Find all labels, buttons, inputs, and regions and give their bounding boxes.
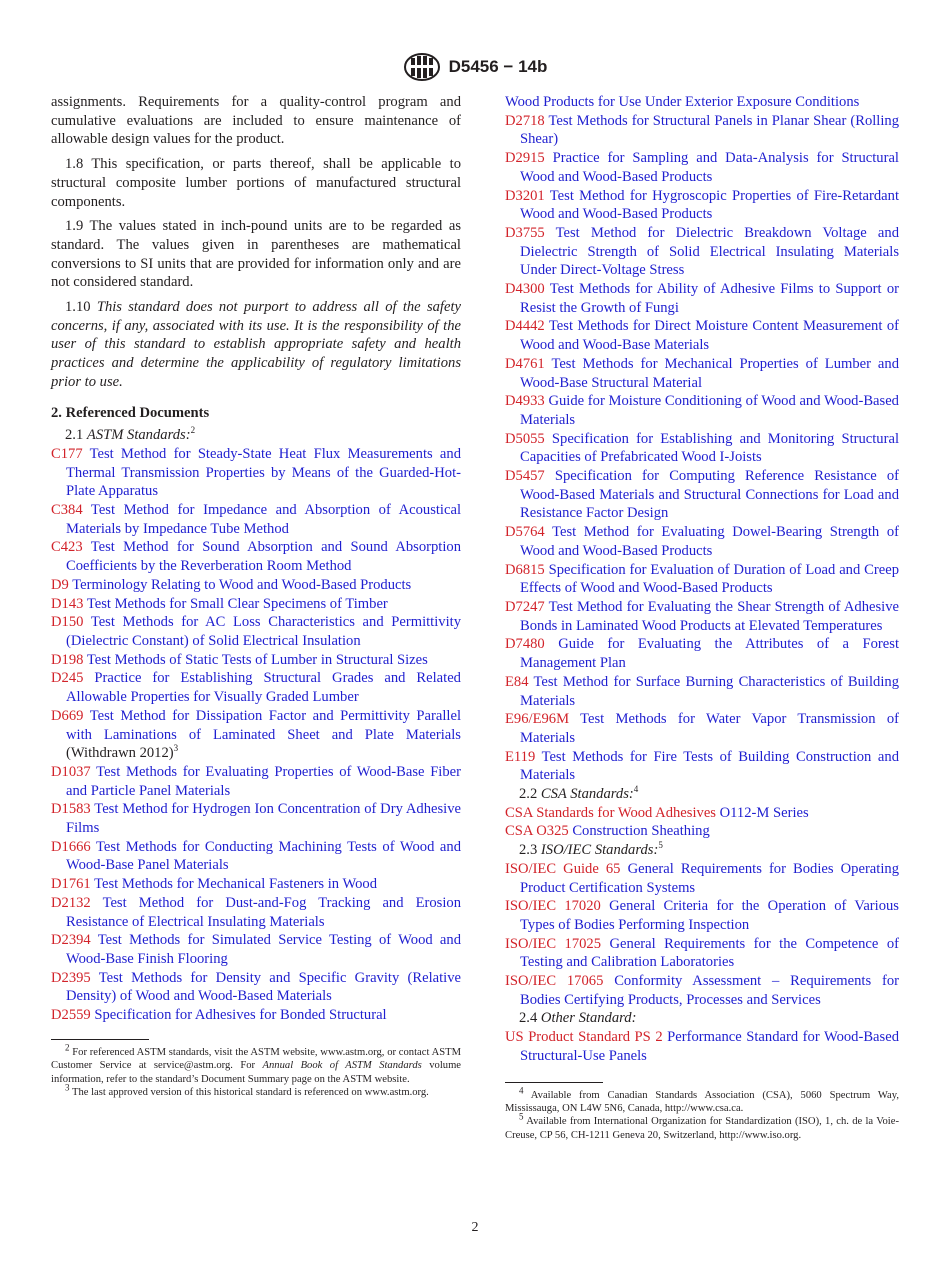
footnote-5: $^5$ Available from International Organization for Standardization (ISO), 1, ch. de la Voie-Creuse, CP 56, CH-1211 Geneva 20, Switzerland, http://www.iso.org. [505, 1111, 899, 1141]
reference-code: ISO/IEC 17020 [505, 898, 601, 915]
reference-link[interactable]: CSA Standards for Wood Adhesives O112-M Series [505, 804, 809, 821]
reference-code: E119 [505, 748, 536, 765]
left-column [51, 93, 461, 1099]
reference-link[interactable] [51, 669, 461, 706]
reference-link[interactable] [51, 595, 461, 614]
footnote-3: $^3$ The last approved version of this historical standard is referenced on www.astm.org. [65, 1082, 429, 1098]
astm-reference-list [51, 445, 461, 1025]
reference-link[interactable] [505, 635, 899, 672]
subsection-other-standard: 2.4 Other Standard: [519, 1010, 637, 1027]
reference-link[interactable] [51, 838, 461, 875]
reference-link[interactable] [505, 280, 899, 317]
reference-link[interactable] [505, 149, 899, 186]
reference-code: D1666 [51, 838, 91, 855]
reference-title: Test Methods for Evaluating Properties of Wood-Base Fiber and Particle Panel Materials [66, 763, 462, 799]
reference-code: ISO/IEC Guide 65 [505, 860, 621, 877]
reference-link[interactable] [505, 523, 899, 560]
astm-reference-list-continued [505, 112, 899, 785]
reference-title: Test Methods for Fire Tests of Building Construction and Materials [520, 748, 899, 784]
reference-link[interactable] [505, 561, 899, 598]
iso-reference-list [505, 860, 899, 1010]
reference-code: C177 [51, 445, 83, 462]
reference-link[interactable] [505, 673, 899, 710]
reference-code: D5764 [505, 524, 545, 541]
reference-code: D669 [51, 707, 84, 724]
reference-title: Test Methods for Mechanical Properties of Lumber and Wood-Base Structural Material [520, 355, 900, 391]
reference-title: Test Methods for AC Loss Characteristics and Permittivity (Dielectric Constant) of Solid Electrical Insulation [66, 614, 461, 649]
reference-code: D4442 [505, 318, 545, 335]
paragraph-1-10: 1.10 This standard does not purport to address all of the safety concerns, if any, associated with its use. It is the responsibility of the user of this standard to establish appropriate safety and health practices and determine the applicability of regulatory limitations prior to use. [51, 299, 461, 390]
reference-link[interactable]: US Product Standard PS 2 Performance Standard for Wood-Based Structural-Use Panels [505, 1029, 899, 1064]
reference-title: General Requirements for Bodies Operating Product Certification Systems [520, 860, 899, 896]
reference-code: D2915 [505, 150, 545, 167]
reference-link[interactable] [505, 392, 899, 429]
reference-title: Guide for Moisture Conditioning of Wood and Wood-Based Materials [520, 393, 899, 428]
footnote-marker: 3 [173, 743, 179, 754]
reference-code: D7480 [505, 636, 545, 653]
reference-title: Test Method for Impedance and Absorption of Acoustical Materials by Impedance Tube Method [66, 502, 461, 537]
reference-code: E84 [505, 673, 529, 690]
reference-code: D3201 [505, 187, 545, 204]
reference-title: Test Methods for Density and Specific Gravity (Relative Density) of Wood and Wood-Based Materials [66, 969, 461, 1005]
reference-title: Test Method for Hygroscopic Properties of Fire-Retardant Wood and Wood-Based Products [520, 187, 899, 223]
reference-code: ISO/IEC 17025 [505, 935, 602, 952]
reference-link[interactable] [505, 972, 899, 1009]
reference-code: D7247 [505, 598, 545, 615]
reference-code: D4300 [505, 281, 545, 298]
reference-code: D1761 [51, 876, 91, 893]
reference-title: Guide for Evaluating the Attributes of a Forest Management Plan [520, 636, 899, 672]
reference-link[interactable] [505, 598, 899, 635]
reference-link[interactable] [51, 707, 461, 763]
reference-link[interactable]: CSA O325 Construction Sheathing [505, 823, 710, 840]
reference-link[interactable] [505, 430, 899, 467]
reference-link[interactable] [51, 969, 461, 1006]
reference-code: D2395 [51, 969, 91, 986]
footnote-divider [51, 1039, 149, 1040]
right-column [505, 93, 899, 1142]
reference-code: D4933 [505, 393, 545, 410]
reference-code: D2559 [51, 1007, 91, 1024]
reference-link[interactable] [51, 613, 461, 650]
reference-title: Test Method for Dust-and-Fog Tracking and Erosion Resistance of Electrical Insulating Materials [66, 894, 461, 930]
reference-link[interactable] [51, 445, 461, 501]
reference-title: Terminology Relating to Wood and Wood-Based Products [72, 576, 412, 593]
reference-title: Practice for Establishing Structural Grades and Related Allowable Properties for Visually Graded Lumber [66, 670, 461, 706]
reference-link[interactable] [505, 224, 899, 280]
reference-code: D198 [51, 651, 84, 668]
page-header [0, 52, 950, 86]
subsection-astm-standards: 2.1 ASTM Standards:$^2$ [65, 425, 196, 444]
reference-title: Test Methods for Conducting Machining Tests of Wood and Wood-Base Panel Materials [66, 838, 461, 874]
reference-title: General Requirements for the Competence of Testing and Calibration Laboratories [520, 935, 899, 971]
reference-code: D4761 [505, 355, 545, 372]
reference-title: Test Method for Dielectric Breakdown Voltage and Dielectric Strength of Solid Electrical Insulating Materials Under Direct-Voltage Stress [520, 224, 899, 279]
reference-link[interactable] [505, 112, 899, 149]
reference-link[interactable] [51, 894, 461, 931]
reference-link[interactable] [51, 800, 461, 837]
reference-title: Test Method for Evaluating the Shear Strength of Adhesive Bonds in Laminated Wood Products at Elevated Temperatures [520, 598, 899, 634]
reference-title: Specification for Establishing and Monitoring Structural Capacities of Prefabricated Wood I-Joists [520, 430, 899, 466]
footnote-4: $^4$ Available from Canadian Standards Association (CSA), 5060 Spectrum Way, Mississauga, ON L4W 5N6, Canada, http://www.csa.ca. [505, 1085, 899, 1114]
reference-title: Test Method for Evaluating Dowel-Bearing Strength of Wood and Wood-Based Products [520, 524, 899, 559]
reference-title: Specification for Adhesives for Bonded Structural [94, 1007, 387, 1024]
reference-code: D3755 [505, 224, 545, 241]
reference-link[interactable] [505, 710, 899, 747]
reference-title: Specification for Evaluation of Duration of Load and Creep Effects of Wood and Wood-Based Products [520, 561, 899, 597]
reference-title: Test Methods for Direct Moisture Content Measurement of Wood and Wood-Base Materials [520, 318, 899, 354]
reference-title: Test Methods of Static Tests of Lumber in Structural Sizes [86, 651, 428, 668]
reference-title: Test Method for Steady-State Heat Flux Measurements and Thermal Transmission Properties by Means of the Guarded-Hot-Plate Apparatus [66, 445, 461, 500]
reference-link[interactable] [505, 935, 899, 972]
reference-code: D150 [51, 614, 84, 631]
reference-title: Test Methods for Ability of Adhesive Films to Support or Resist the Growth of Fungi [520, 281, 899, 316]
paragraph-1-8: 1.8 This specification, or parts thereof, shall be applicable to structural composite lumber portions of manufactured structural components. [51, 156, 461, 210]
reference-code: C423 [51, 539, 83, 556]
reference-code: D2718 [505, 112, 545, 129]
reference-link[interactable] [51, 931, 461, 968]
reference-link[interactable] [51, 576, 461, 595]
reference-code: D1037 [51, 763, 91, 780]
reference-title: Practice for Sampling and Data-Analysis for Structural Wood and Wood-Based Products [520, 150, 899, 185]
reference-title: Test Methods for Water Vapor Transmission of Materials [520, 711, 899, 746]
subsection-iso-iec-standards: 2.3 ISO/IEC Standards:$^5$ [519, 840, 663, 859]
reference-link[interactable] [51, 875, 461, 894]
reference-link[interactable] [505, 187, 899, 224]
reference-title: Specification for Computing Reference Resistance of Wood-Based Materials and Structural Connections for Load and Resistance Factor Design [520, 468, 899, 522]
reference-code: D2132 [51, 894, 91, 911]
reference-title: Test Method for Hydrogen Ion Concentration of Dry Adhesive Films [66, 801, 461, 837]
reference-link[interactable] [505, 317, 899, 354]
reference-link[interactable] [51, 763, 461, 800]
reference-title: Test Methods for Mechanical Fasteners in Wood [94, 876, 377, 893]
reference-code: D9 [51, 576, 69, 593]
reference-code: D2394 [51, 932, 91, 949]
reference-title: Test Method for Sound Absorption and Sound Absorption Coefficients by the Reverberation Room Method [66, 539, 461, 575]
reference-link[interactable] [51, 1006, 461, 1025]
reference-code: ISO/IEC 17065 [505, 973, 604, 990]
reference-title: Test Methods for Small Clear Specimens of Timber [86, 595, 388, 612]
reference-link[interactable] [505, 860, 899, 897]
reference-link[interactable] [51, 651, 461, 670]
reference-code: D5055 [505, 430, 545, 447]
reference-code: C384 [51, 502, 83, 519]
reference-continuation[interactable]: Wood Products for Use Under Exterior Exposure Conditions [505, 94, 860, 110]
reference-code: E96/E96M [505, 711, 570, 728]
reference-note: (Withdrawn 2012) [66, 745, 174, 762]
section-heading-referenced-documents: 2. Referenced Documents [51, 404, 210, 421]
reference-title: Test Methods for Structural Panels in Planar Shear (Rolling Shear) [520, 112, 899, 148]
reference-title: Test Method for Dissipation Factor and Permittivity Parallel with Laminations of Laminated Sheet and Plate Materials [66, 707, 461, 743]
reference-link[interactable] [51, 501, 461, 538]
reference-link[interactable] [505, 355, 899, 392]
reference-code: D1583 [51, 801, 91, 818]
footnote-2: $^2$ For referenced ASTM standards, visit the ASTM website, www.astm.org, or contact ASTM Customer Service at service@astm.org. For Annual Book of ASTM Standards volume information, refer to the standard’s Document Summary page on the ASTM website. [51, 1042, 462, 1085]
subsection-csa-standards: 2.2 CSA Standards:$^4$ [519, 784, 639, 803]
reference-link[interactable] [505, 748, 899, 785]
reference-link[interactable] [505, 467, 899, 523]
document-number: D5456 − 14b [448, 57, 548, 76]
page-number: 2 [471, 1220, 479, 1235]
paragraph-continuation: assignments. Requirements for a quality-control program and cumulative evaluations are included to ensure maintenance of allowable design values for the product. [51, 94, 461, 148]
footnote-divider [505, 1082, 603, 1083]
reference-title: General Criteria for the Operation of Various Types of Bodies Performing Inspection [520, 898, 899, 933]
reference-link[interactable] [51, 538, 461, 575]
astm-logo-icon [403, 52, 441, 82]
reference-link[interactable] [505, 897, 899, 934]
reference-code: D5457 [505, 468, 545, 485]
reference-code: D6815 [505, 561, 545, 578]
reference-title: Conformity Assessment – Requirements for Bodies Certifying Products, Processes and Services [520, 973, 899, 1008]
paragraph-1-9: 1.9 The values stated in inch-pound units are to be regarded as standard. The values given in parentheses are mathematical conversions to SI units that are provided for information only and are not considered standard. [51, 218, 461, 291]
reference-title: Test Method for Surface Burning Characteristics of Building Materials [520, 673, 899, 709]
reference-title: Test Methods for Simulated Service Testing of Wood and Wood-Base Finish Flooring [66, 932, 462, 967]
reference-code: D143 [51, 595, 84, 612]
reference-code: D245 [51, 670, 84, 687]
